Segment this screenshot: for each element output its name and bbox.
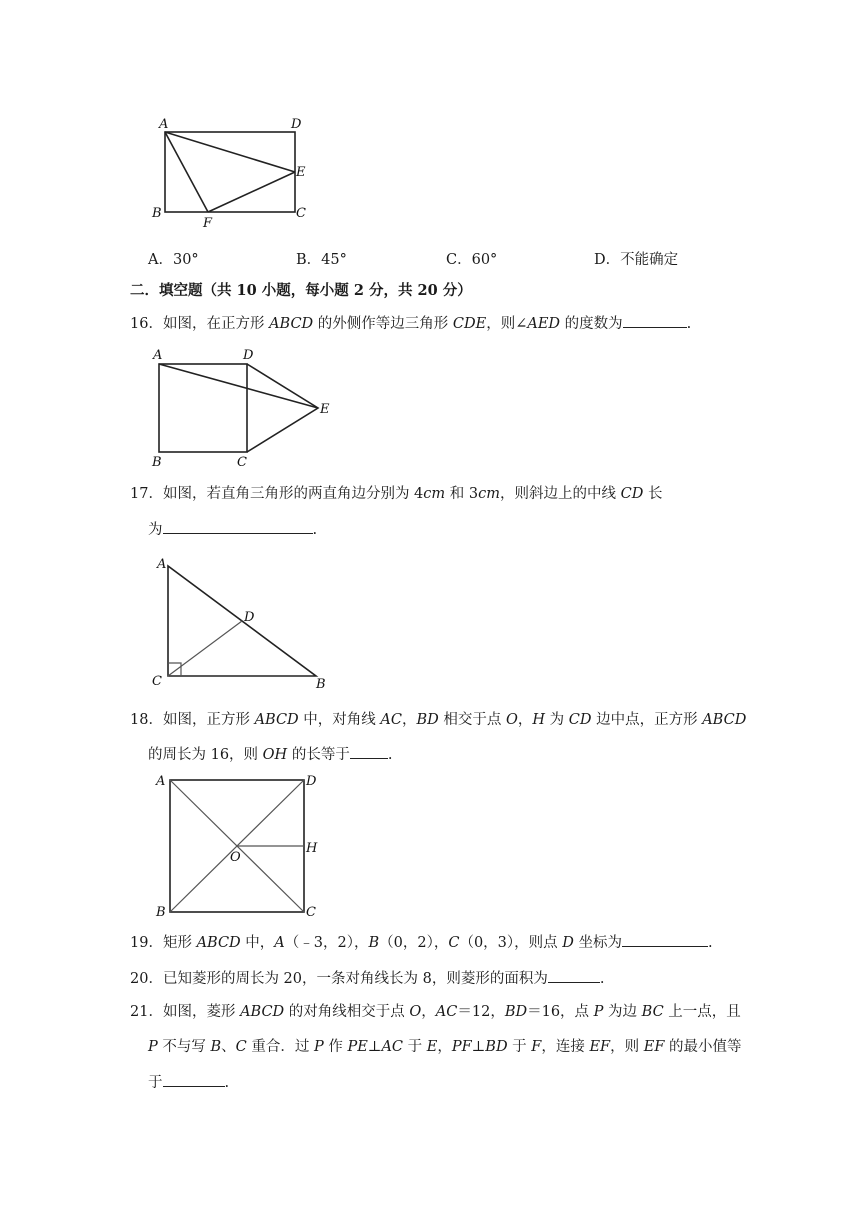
label-c: C [237, 455, 247, 470]
q16-var: AED [527, 316, 561, 332]
q15-diagram [150, 116, 320, 236]
q18-var: AC [380, 712, 402, 728]
q21-var: PE [347, 1039, 368, 1055]
q18-diagram [148, 768, 338, 920]
label-a: A [159, 117, 169, 132]
q21-var: P [148, 1039, 158, 1055]
q17-number: 17． [130, 486, 163, 502]
q21-end: . [224, 1075, 230, 1091]
label-c: C [152, 674, 162, 689]
triangle-cde [247, 364, 318, 452]
q17-var: CD [620, 486, 644, 502]
q21-var: BD [485, 1039, 508, 1055]
label-b: B [152, 206, 162, 221]
q18-var: O [505, 712, 518, 728]
q18-answer-blank [350, 744, 388, 759]
median-cd [168, 621, 242, 676]
q21-var: EF [643, 1039, 665, 1055]
q21-answer-blank [163, 1072, 225, 1087]
label-a: A [153, 348, 163, 363]
label-f: F [203, 216, 213, 231]
q16-diagram [148, 344, 348, 472]
q21-var: BC [641, 1004, 664, 1020]
q17-figure [148, 552, 338, 692]
q15-option-a: A．30° [148, 252, 199, 268]
q17-var: cm [423, 486, 446, 502]
q19-seg: （﹣3，2）， [284, 935, 369, 951]
q19-text [130, 932, 713, 953]
q18-seg: 的长等于 [287, 747, 350, 763]
q18-seg: 相交于点 [438, 712, 506, 728]
q19-seg: （0，2）， [379, 935, 449, 951]
label-d: D [244, 610, 255, 625]
q21-line2 [148, 1037, 742, 1057]
q18-figure [148, 768, 338, 920]
q21-var: C [235, 1039, 247, 1055]
q19-var: ABCD [196, 935, 241, 951]
q17-seg: 和 3 [445, 486, 479, 502]
q17-answer-blank [163, 519, 313, 534]
q21-seg: ⊥ [471, 1039, 486, 1055]
q21-seg: 重合．过 [246, 1039, 314, 1055]
rectangle-abcd [165, 132, 295, 212]
q16-figure [148, 344, 348, 472]
q21-seg: 于 [507, 1039, 532, 1055]
q16-number: 16． [130, 316, 163, 332]
q17-line1 [130, 484, 662, 504]
q16-seg: 的外侧作等边三角形 [313, 316, 453, 332]
q20-seg: 已知菱形的周长为 20，一条对角线长为 8，则菱形的面积为 [162, 971, 548, 987]
q19-seg: 矩形 [162, 935, 197, 951]
q19-var: C [448, 935, 460, 951]
q18-line2 [148, 744, 392, 765]
label-b: B [316, 677, 326, 692]
q21-var: AC [381, 1039, 404, 1055]
square-abcd [159, 364, 247, 452]
q17-diagram [148, 552, 338, 692]
q21-seg: 于 [148, 1075, 163, 1091]
q21-seg: ＝12， [457, 1004, 505, 1020]
q17-seg: 为 [148, 522, 163, 538]
q17-seg: 如图，若直角三角形的两直角边分别为 4 [162, 486, 424, 502]
q21-seg: ，则 [610, 1039, 644, 1055]
q16-seg: 的度数为 [560, 316, 623, 332]
q19-seg: 坐标为 [573, 935, 623, 951]
q16-var: ABCD [269, 316, 314, 332]
label-e: E [320, 402, 330, 417]
q21-var: F [531, 1039, 542, 1055]
q21-var: O [409, 1004, 422, 1020]
q21-line1 [130, 1002, 741, 1022]
q18-var: H [532, 712, 546, 728]
q18-var: OH [262, 747, 288, 763]
q16-seg: ，则∠ [486, 316, 528, 332]
q20-number: 20． [130, 971, 163, 987]
label-c: C [306, 905, 316, 920]
q21-seg: ， [421, 1004, 436, 1020]
q21-seg: 于 [403, 1039, 427, 1055]
label-d: D [291, 117, 302, 132]
q19-answer-blank [622, 932, 708, 947]
q16-var: CDE [452, 316, 487, 332]
label-o: O [230, 850, 241, 865]
segment-fe [208, 172, 295, 212]
q17-var: cm [478, 486, 500, 502]
label-d: D [306, 774, 317, 789]
q21-seg: 作 [323, 1039, 348, 1055]
q21-var: B [210, 1039, 222, 1055]
q18-seg: 中，对角线 [298, 712, 381, 728]
q18-seg: ， [517, 712, 533, 728]
q21-seg: 上一点，且 [663, 1004, 741, 1020]
q21-seg: 如图，菱形 [162, 1004, 241, 1020]
q17-seg: ，则斜边上的中线 [500, 486, 621, 502]
q18-line1 [130, 710, 746, 730]
q20-text [130, 968, 604, 989]
q20-answer-blank [548, 968, 600, 983]
q21-seg: 为边 [603, 1004, 642, 1020]
q21-var: P [593, 1004, 604, 1020]
label-e: E [296, 165, 306, 180]
q21-var: BD [504, 1004, 528, 1020]
q18-seg: 的周长为 16，则 [148, 747, 263, 763]
q21-seg: 不与写 [157, 1039, 211, 1055]
q21-seg: ，连接 [541, 1039, 590, 1055]
q21-line3 [148, 1072, 229, 1093]
q15-option-c: C．60° [446, 252, 498, 268]
label-d: D [243, 348, 254, 363]
label-c: C [296, 206, 306, 221]
label-a: A [157, 557, 167, 572]
q17-end: . [312, 522, 318, 538]
q21-seg: ， [437, 1039, 452, 1055]
q21-var: PF [451, 1039, 472, 1055]
q18-seg: 如图，正方形 [162, 712, 255, 728]
q16-seg: 如图，在正方形 [162, 316, 270, 332]
q15-option-d: D．不能确定 [594, 252, 679, 268]
q21-var: EF [589, 1039, 611, 1055]
q19-number: 19． [130, 935, 163, 951]
q19-var: B [368, 935, 380, 951]
q19-var: D [562, 935, 574, 951]
label-h: H [306, 841, 318, 856]
section-heading: 二．填空题（共 10 小题，每小题 2 分，共 20 分） [130, 282, 472, 299]
q21-var: P [313, 1039, 324, 1055]
q21-seg: ＝16，点 [527, 1004, 594, 1020]
segment-ae [165, 132, 295, 172]
q20-end: . [599, 971, 605, 987]
q18-var: CD [568, 712, 592, 728]
q21-seg: 、 [221, 1039, 236, 1055]
label-b: B [156, 905, 166, 920]
q19-seg: （0，3），则点 [459, 935, 563, 951]
q21-var: E [426, 1039, 438, 1055]
q21-var: ABCD [240, 1004, 285, 1020]
q16-text [130, 313, 691, 334]
q18-seg: ， [401, 712, 417, 728]
q21-seg: ⊥ [367, 1039, 382, 1055]
q21-var: AC [435, 1004, 458, 1020]
segment-ae [159, 364, 318, 408]
q21-number: 21． [130, 1004, 163, 1020]
q18-number: 18． [130, 712, 163, 728]
q18-seg: 边中点，正方形 [591, 712, 703, 728]
label-a: A [156, 774, 166, 789]
q19-var: A [274, 935, 285, 951]
q21-seg: 的对角线相交于点 [284, 1004, 410, 1020]
q18-end: . [387, 747, 393, 763]
q18-var: ABCD [702, 712, 747, 728]
q21-seg: 的最小值等 [664, 1039, 742, 1055]
q16-end: . [686, 316, 692, 332]
q15-option-b: B．45° [296, 252, 347, 268]
q16-answer-blank [623, 313, 687, 328]
label-b: B [152, 455, 162, 470]
q17-seg: 长 [643, 486, 663, 502]
q19-end: . [708, 935, 713, 951]
q18-var: ABCD [254, 712, 299, 728]
q18-var: BD [416, 712, 439, 728]
q18-seg: 为 [545, 712, 569, 728]
q15-figure [150, 116, 320, 236]
q17-line2 [148, 519, 317, 540]
q19-seg: 中， [240, 935, 275, 951]
